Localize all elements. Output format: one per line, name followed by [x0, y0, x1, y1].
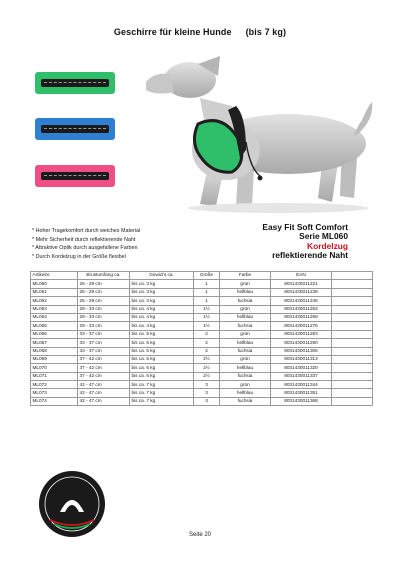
cell-ean: 8031430011344 [271, 381, 332, 389]
cell-color: grün [220, 280, 271, 288]
cell-ean: 8031430011269 [271, 313, 332, 321]
table-row [31, 288, 373, 296]
cell-color: fuchsia [220, 372, 271, 380]
cell-weight: bis ca. 7 kg [130, 381, 194, 389]
swatch-green [35, 72, 115, 94]
cell-color: grün [220, 355, 271, 363]
cell-ean: 8031430011337 [271, 372, 332, 380]
cell-weight: bis ca. 7 kg [130, 397, 194, 405]
cell-size: 3 [194, 381, 220, 389]
cell-weight: bis ca. 4 kg [130, 313, 194, 321]
product-series: Serie ML060 [299, 231, 348, 242]
cell-article: ML068 [31, 347, 78, 355]
cell-blank [332, 313, 373, 321]
product-heading [262, 223, 348, 261]
cell-blank [332, 288, 373, 296]
cell-weight: bis ca. 3 kg [130, 297, 194, 305]
page-number: Seite 20 [188, 532, 212, 538]
cell-ean: 8031430011290 [271, 339, 332, 347]
cell-color: hellblau [220, 364, 271, 372]
cell-weight: bis ca. 5 kg [130, 330, 194, 338]
cell-weight: bis ca. 3 kg [130, 280, 194, 288]
table-row [31, 389, 373, 397]
cell-article: ML060 [31, 280, 78, 288]
cell-article: ML062 [31, 297, 78, 305]
cell-size: 2½ [194, 372, 220, 380]
cell-color: hellblau [220, 313, 271, 321]
table-row [31, 305, 373, 313]
cell-size: 2 [194, 330, 220, 338]
cell-weight: bis ca. 6 kg [130, 372, 194, 380]
cell-color: grün [220, 305, 271, 313]
cell-chest: 29 - 33 cm [78, 322, 130, 330]
cell-chest: 25 - 29 cm [78, 288, 130, 296]
table-row [31, 397, 373, 405]
cell-size: 1½ [194, 313, 220, 321]
table-row [31, 339, 373, 347]
cell-chest: 33 - 37 cm [78, 339, 130, 347]
cell-ean: 8031430011306 [271, 347, 332, 355]
cell-color: fuchsia [220, 297, 271, 305]
cell-article: ML069 [31, 355, 78, 363]
cell-color: hellblau [220, 339, 271, 347]
cell-weight: bis ca. 7 kg [130, 389, 194, 397]
cell-color: hellblau [220, 288, 271, 296]
table-header-row [31, 272, 373, 280]
page-title-weight: (bis 7 kg) [245, 27, 287, 37]
page-title-text: Geschirre für kleine Hunde [113, 27, 232, 37]
col-header-blank [332, 272, 373, 280]
cell-ean: 8031430011238 [271, 288, 332, 296]
cell-blank [332, 381, 373, 389]
col-header-article: Artikelnr. [31, 272, 78, 280]
cell-chest: 29 - 33 cm [78, 305, 130, 313]
swatch-fuchsia [35, 165, 115, 187]
cell-weight: bis ca. 6 kg [130, 355, 194, 363]
cell-size: 2 [194, 347, 220, 355]
cell-chest: 42 - 47 cm [78, 381, 130, 389]
cell-size: 1 [194, 288, 220, 296]
cell-ean: 8031430011252 [271, 305, 332, 313]
cell-ean: 8031430011351 [271, 389, 332, 397]
cell-weight: bis ca. 5 kg [130, 347, 194, 355]
cell-blank [332, 339, 373, 347]
cell-article: ML073 [31, 389, 78, 397]
cell-size: 1½ [194, 305, 220, 313]
cell-chest: 37 - 42 cm [78, 355, 130, 363]
table-row [31, 347, 373, 355]
dog-mannequin-image [128, 46, 378, 216]
product-spec-table [30, 271, 373, 406]
cell-weight: bis ca. 5 kg [130, 339, 194, 347]
cell-weight: bis ca. 4 kg [130, 322, 194, 330]
col-header-color: Farbe [220, 272, 271, 280]
page-title [0, 27, 400, 37]
feature-item: * Mehr Sicherheit durch reflektierende Naht [32, 236, 136, 243]
cell-chest: 25 - 29 cm [78, 280, 130, 288]
cell-article: ML066 [31, 330, 78, 338]
cell-color: fuchsia [220, 347, 271, 355]
table-row [31, 381, 373, 389]
cell-size: 3 [194, 397, 220, 405]
product-highlight: Kordelzug [307, 240, 348, 251]
cell-chest: 25 - 29 cm [78, 297, 130, 305]
cell-blank [332, 389, 373, 397]
cell-ean: 8031430011221 [271, 280, 332, 288]
cell-article: ML072 [31, 381, 78, 389]
cell-color: fuchsia [220, 397, 271, 405]
cell-chest: 42 - 47 cm [78, 389, 130, 397]
cell-ean: 8031430011283 [271, 330, 332, 338]
cell-ean: 8031430011313 [271, 355, 332, 363]
cell-ean: 8031430011368 [271, 397, 332, 405]
table-row [31, 322, 373, 330]
cell-article: ML064 [31, 313, 78, 321]
table-row [31, 330, 373, 338]
cell-color: grün [220, 381, 271, 389]
cell-blank [332, 364, 373, 372]
cell-article: ML063 [31, 305, 78, 313]
swatch-lightblue [35, 118, 115, 140]
cell-size: 1½ [194, 322, 220, 330]
cell-chest: 33 - 37 cm [78, 347, 130, 355]
cell-size: 2½ [194, 355, 220, 363]
col-header-weight: Gewicht ca. [130, 272, 194, 280]
cell-size: 2½ [194, 364, 220, 372]
cell-blank [332, 372, 373, 380]
cell-blank [332, 397, 373, 405]
cell-article: ML074 [31, 397, 78, 405]
cell-chest: 33 - 37 cm [78, 330, 130, 338]
cell-blank [332, 280, 373, 288]
cell-article: ML067 [31, 339, 78, 347]
col-header-chest: Brustumfang ca. [78, 272, 130, 280]
table-row [31, 355, 373, 363]
cell-blank [332, 347, 373, 355]
cell-size: 1 [194, 280, 220, 288]
cell-chest: 29 - 33 cm [78, 313, 130, 321]
cell-ean: 8031430011276 [271, 322, 332, 330]
cell-blank [332, 330, 373, 338]
cell-weight: bis ca. 4 kg [130, 305, 194, 313]
table-row [31, 297, 373, 305]
cell-chest: 42 - 47 cm [78, 397, 130, 405]
feature-item: * Durch Kordelzug in der Größe flexibel [32, 253, 126, 260]
table-row [31, 280, 373, 288]
cell-weight: bis ca. 6 kg [130, 364, 194, 372]
table-row [31, 372, 373, 380]
cell-size: 3 [194, 389, 220, 397]
cell-article: ML065 [31, 322, 78, 330]
product-name: Easy Fit Soft Comfort [262, 222, 348, 232]
feature-item: * Hoher Tragekomfort durch weiches Material [32, 228, 141, 234]
cell-blank [332, 297, 373, 305]
table-row [31, 364, 373, 372]
cell-blank [332, 305, 373, 313]
feature-item: * Attraktive Optik durch ausgefallene Farben [32, 245, 138, 252]
feature-list [32, 227, 140, 261]
cell-color: hellblau [220, 389, 271, 397]
cell-article: ML071 [31, 372, 78, 380]
col-header-ean: EAN [271, 272, 332, 280]
table-row [31, 313, 373, 321]
cell-blank [332, 355, 373, 363]
cell-ean: 8031430011320 [271, 364, 332, 372]
col-header-size: Größe [194, 272, 220, 280]
cell-weight: bis ca. 3 kg [130, 288, 194, 296]
cell-size: 1 [194, 297, 220, 305]
cell-size: 2 [194, 339, 220, 347]
cell-article: ML070 [31, 364, 78, 372]
cell-color: fuchsia [220, 322, 271, 330]
cell-chest: 37 - 42 cm [78, 372, 130, 380]
cell-article: ML061 [31, 288, 78, 296]
cell-color: grün [220, 330, 271, 338]
cell-blank [332, 322, 373, 330]
cell-chest: 37 - 42 cm [78, 364, 130, 372]
tre-ponti-logo [36, 468, 108, 540]
cell-ean: 8031430011245 [271, 297, 332, 305]
product-tagline: reflektierende Naht [272, 250, 348, 261]
